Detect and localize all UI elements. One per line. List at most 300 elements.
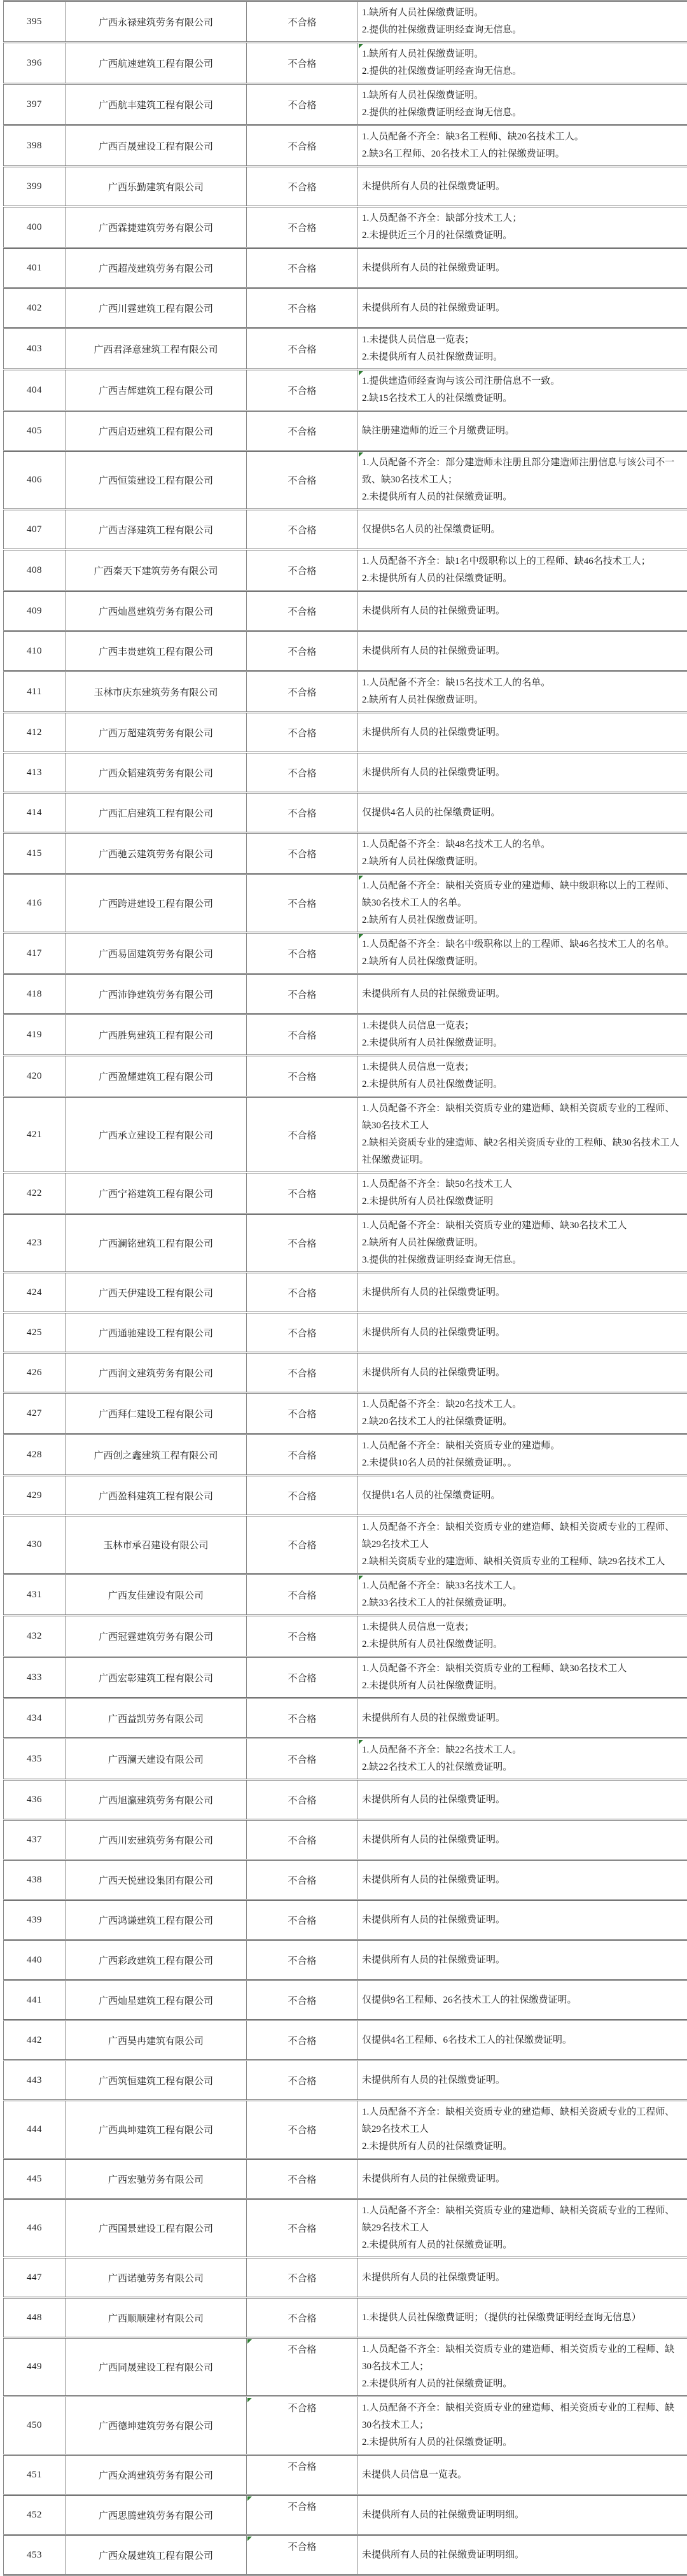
failure-reason-item: 未提供所有人员的社保缴费证明。 [362,2075,506,2085]
row-number: 399 [3,167,66,206]
company-name: 广西天悦建设集团有限公司 [66,1861,247,1899]
failure-reason-item: 2.未提供所有人员的社保缴费证明。 [362,492,513,502]
table-row [3,289,687,329]
failure-reason-item: 2.缺所有人员社保缴费证明。 [362,857,484,867]
failure-reason-item: 1.未提供人员信息一览表； [362,1062,475,1072]
row-number: 447 [3,2258,66,2297]
result-status: 不合格 [247,1699,358,1737]
result-status: 不合格 [247,510,358,549]
table-row [3,1273,687,1313]
company-name: 广西吉辉建筑工程有限公司 [66,370,247,410]
row-number: 417 [3,934,66,973]
table-row [3,713,687,753]
table-row [3,510,687,550]
failure-reason-item: 1.人员配备不齐全：缺相关资质专业的建造师、缺相关资质专业的工程师、缺29名技术工人 [362,2107,675,2134]
failure-reason-item: 未提供所有人员的社保缴费证明。 [362,1367,506,1378]
failure-reason-item: 2.缺相关资质专业的建造师、缺2名相关资质专业的工程师、缺30名技术工人社保缴费证明。 [362,1138,679,1165]
row-number: 445 [3,2160,66,2198]
table-row [3,1313,687,1354]
row-number: 442 [3,2021,66,2059]
failure-reason-item: 2.未提供近三个月的社保缴费证明。 [362,230,513,241]
row-number: 403 [3,329,66,368]
failure-reason-item: 仅提供9名工程师、26名技术工人的社保缴费证明。 [362,1994,577,2005]
table-row [3,370,687,412]
table-row [3,1098,687,1173]
result-status: 不合格 [247,412,358,450]
table-row [3,1739,687,1781]
failure-reason-item: 1.人员配备不齐全：缺部分技术工人； [362,213,522,223]
excel-error-marker-icon [359,452,363,457]
failure-reason-item: 仅提供5名人员的社保缴费证明。 [362,524,501,535]
table-row [3,2021,687,2061]
company-name: 广西天伊建设工程有限公司 [66,1273,247,1312]
failure-reasons [358,1015,687,1054]
company-name: 广西众鸿建筑劳务有限公司 [66,2456,247,2494]
company-name: 广西众晟建筑工程有限公司 [66,2536,247,2574]
table-row [3,412,687,452]
row-number: 415 [3,834,66,873]
failure-reason-item: 3.提供的社保缴费证明经查询无信息。 [362,1255,522,1265]
failure-reason-item: 未提供所有人员的社保缴费证明。 [362,181,506,192]
failure-reason-item: 未提供所有人员的社保缴费证明。 [362,1834,506,1845]
result-status: 不合格 [247,126,358,165]
failure-reasons [358,2339,687,2395]
row-number: 427 [3,1394,66,1433]
failure-reason-item: 未提供人员信息一览表。 [362,2469,468,2480]
failure-reason-item: 未提供所有人员的社保缴费证明。 [362,1712,506,1723]
failure-reason-item: 2.提供的社保缴费证明经查询无信息。 [362,66,522,76]
company-name: 玉林市庆东建筑劳务有限公司 [66,672,247,711]
table-row [3,1215,687,1273]
failure-reason-item: 2.未提供所有人员的社保缴费证明。 [362,2141,513,2152]
excel-error-marker-icon [359,876,363,880]
row-number: 413 [3,753,66,792]
result-status: 不合格 [247,713,358,752]
failure-reason-item: 1.人员配备不齐全：缺相关资质专业的建造师、缺30名技术工人 [362,1221,627,1231]
result-status: 不合格 [247,834,358,873]
excel-error-marker-icon [359,1576,363,1580]
failure-reason-item: 2.缺所有人员社保缴费证明。 [362,956,484,967]
table-row [3,632,687,672]
result-status: 不合格 [247,934,358,973]
excel-error-marker-icon [359,934,363,939]
failure-reasons [358,1313,687,1352]
row-number: 438 [3,1861,66,1899]
row-number: 407 [3,510,66,549]
table-row [3,1781,687,1821]
result-status: 不合格 [247,2496,358,2534]
failure-reason-item: 未提供所有人员的社保缴费证明。 [362,988,506,999]
failure-reason-item: 2.缺所有人员社保缴费证明。 [362,695,484,705]
failure-reason-item: 未提供所有人员的社保缴费证明。 [362,605,506,616]
table-row [3,1435,687,1476]
failure-reasons [358,875,687,932]
company-name: 广西昊冉建筑有限公司 [66,2021,247,2059]
company-name: 广西川宏建筑劳务有限公司 [66,1821,247,1859]
result-status: 不合格 [247,2456,358,2494]
failure-reason-item: 未提供所有人员的社保缴费证明明细。 [362,2549,525,2560]
failure-reason-item: 2.未提供所有人员社保缴费证明。 [362,352,503,362]
table-row [3,592,687,632]
failure-reason-item: 2.未提供所有人员社保缴费证明。 [362,1079,503,1089]
table-row [3,753,687,794]
row-number: 423 [3,1215,66,1271]
company-name: 广西德坤建筑劳务有限公司 [66,2397,247,2454]
row-number: 439 [3,1901,66,1939]
failure-reasons [358,329,687,368]
failure-reasons [358,2397,687,2454]
row-number: 406 [3,452,66,508]
table-row [3,2160,687,2200]
table-row [3,2397,687,2456]
table-row [3,1575,687,1616]
failure-reasons [358,1098,687,1172]
failure-reasons [358,2536,687,2574]
row-number: 433 [3,1658,66,1697]
row-number: 410 [3,632,66,670]
company-name: 广西盈科建筑工程有限公司 [66,1476,247,1515]
row-number: 398 [3,126,66,165]
failure-reason-item: 1.人员配备不齐全：缺3名工程师、缺20名技术工人。 [362,132,584,142]
failure-reasons [358,452,687,508]
company-name: 广西澜天建设有限公司 [66,1739,247,1779]
row-number: 431 [3,1575,66,1614]
failure-reasons [358,1273,687,1312]
table-row [3,2258,687,2299]
failure-reason-item: 未提供所有人员的社保缴费证明。 [362,1954,506,1965]
company-name: 广西秦天下建筑劳务有限公司 [66,550,247,590]
result-status: 不合格 [247,1215,358,1271]
row-number: 432 [3,1616,66,1656]
failure-reason-item: 未提供所有人员的社保缴费证明明细。 [362,2509,525,2520]
result-status: 不合格 [247,1394,358,1433]
result-status: 不合格 [247,1516,358,1573]
company-name: 广西旭瀛建筑劳务有限公司 [66,1781,247,1819]
failure-reason-item: 未提供所有人员的社保缴费证明。 [362,2272,506,2283]
failure-reasons [358,550,687,590]
failure-reason-item: 1.人员配备不齐全：缺20名技术工人。 [362,1399,522,1410]
failure-reasons [358,975,687,1013]
table-row [3,875,687,934]
table-row [3,2496,687,2536]
result-status: 不合格 [247,1056,358,1096]
row-number: 436 [3,1781,66,1819]
result-status: 不合格 [247,632,358,670]
failure-reasons [358,1821,687,1859]
table-row [3,975,687,1015]
company-name: 广西思腾建筑劳务有限公司 [66,2496,247,2534]
table-row [3,1658,687,1699]
excel-error-marker-icon [359,371,363,375]
failure-reasons [358,672,687,711]
result-status: 不合格 [247,1941,358,1979]
result-status: 不合格 [247,85,358,124]
failure-reasons [358,713,687,752]
company-name: 广西恒策建设工程有限公司 [66,452,247,508]
failure-reason-item: 未提供所有人员的社保缴费证明。 [362,727,506,738]
company-name: 广西君泽意建筑工程有限公司 [66,329,247,368]
result-status: 不合格 [247,672,358,711]
row-number: 448 [3,2299,66,2337]
row-number: 414 [3,794,66,832]
table-row [3,794,687,834]
table-row [3,1616,687,1658]
failure-reason-item: 1.缺所有人员社保缴费证明。 [362,49,484,59]
result-status: 不合格 [247,1354,358,1392]
inspection-results-table [3,0,687,2576]
company-name: 广西汇启建筑工程有限公司 [66,794,247,832]
failure-reasons [358,2496,687,2534]
row-number: 404 [3,370,66,410]
result-status: 不合格 [247,1658,358,1697]
result-status: 不合格 [247,1901,358,1939]
result-status: 不合格 [247,1173,358,1213]
failure-reason-item: 未提供所有人员的社保缴费证明。 [362,645,506,656]
failure-reasons [358,1861,687,1899]
table-row [3,1821,687,1861]
result-status: 不合格 [247,1821,358,1859]
failure-reason-item: 1.缺所有人员社保缴费证明。 [362,8,484,18]
row-number: 450 [3,2397,66,2454]
result-status: 不合格 [247,452,358,508]
result-status: 不合格 [247,167,358,206]
company-name: 广西诺驰劳务有限公司 [66,2258,247,2297]
company-name: 广西航速建筑工程有限公司 [66,43,247,83]
result-status: 不合格 [247,249,358,287]
table-row [3,85,687,126]
company-name: 广西润文建筑劳务有限公司 [66,1354,247,1392]
failure-reasons [358,592,687,630]
company-name: 广西通驰建设工程有限公司 [66,1313,247,1352]
failure-reasons [358,2258,687,2297]
company-name: 广西百晟建设工程有限公司 [66,126,247,165]
company-name: 广西灿星建筑工程有限公司 [66,1981,247,2019]
company-name: 广西沛铮建筑劳务有限公司 [66,975,247,1013]
failure-reasons [358,510,687,549]
table-row [3,1901,687,1941]
table-row [3,1981,687,2021]
failure-reason-item: 未提供所有人员的社保缴费证明。 [362,1794,506,1805]
failure-reason-item: 1.人员配备不齐全：缺48名技术工人的名单。 [362,839,551,850]
result-status: 不合格 [247,1781,358,1819]
table-row [3,2339,687,2397]
failure-reason-item: 2.提供的社保缴费证明经查询无信息。 [362,108,522,118]
company-name: 广西澜铭建筑工程有限公司 [66,1215,247,1271]
result-status: 不合格 [247,1575,358,1614]
company-name: 广西国景建设工程有限公司 [66,2200,247,2257]
company-name: 广西众韬建筑劳务有限公司 [66,753,247,792]
failure-reasons [358,2061,687,2099]
row-number: 422 [3,1173,66,1213]
failure-reason-item: 1.缺所有人员社保缴费证明。 [362,90,484,101]
company-name: 广西霖捷建筑劳务有限公司 [66,207,247,247]
row-number: 396 [3,43,66,83]
excel-error-marker-icon [247,2537,252,2541]
failure-reasons [358,753,687,792]
excel-error-marker-icon [359,1740,363,1744]
failure-reason-item: 1.人员配备不齐全：缺相关资质专业的建造师、缺相关资质专业的工程师、缺29名技术工人 [362,2206,675,2233]
table-row [3,1699,687,1739]
result-status: 不合格 [247,2339,358,2395]
failure-reason-item: 2.未提供10名人员的社保缴费证明。。 [362,1458,517,1468]
table-row [3,1354,687,1394]
result-status: 不合格 [247,2397,358,2454]
failure-reason-item: 未提供所有人员的社保缴费证明。 [362,1287,506,1298]
failure-reasons [358,834,687,873]
row-number: 397 [3,85,66,124]
table-row [3,452,687,510]
company-name: 广西顺顺建材有限公司 [66,2299,247,2337]
row-number: 449 [3,2339,66,2395]
row-number: 411 [3,672,66,711]
failure-reason-item: 2.缺22名技术工人的社保缴费证明。 [362,1762,513,1772]
failure-reasons [358,1981,687,2019]
failure-reason-item: 1.未提供人员信息一览表； [362,1622,475,1632]
table-row [3,672,687,713]
company-name: 广西宁裕建筑工程有限公司 [66,1173,247,1213]
failure-reason-item: 仅提供4名人员的社保缴费证明。 [362,807,501,818]
table-row [3,2456,687,2496]
row-number: 453 [3,2536,66,2574]
company-name: 广西胜隽建筑工程有限公司 [66,1015,247,1054]
failure-reasons [358,1476,687,1515]
company-name: 广西丰贵建筑工程有限公司 [66,632,247,670]
failure-reasons [358,43,687,83]
failure-reasons [358,2160,687,2198]
company-name: 广西彩政建筑工程有限公司 [66,1941,247,1979]
result-status: 不合格 [247,1616,358,1656]
row-number: 408 [3,550,66,590]
failure-reason-item: 2.未提供所有人员的社保缴费证明。 [362,2240,513,2250]
table-row [3,1015,687,1056]
row-number: 412 [3,713,66,752]
failure-reason-item: 1.人员配备不齐全：缺1名中级职称以上的工程师、缺46名技术工人； [362,556,651,566]
failure-reasons [358,1394,687,1433]
failure-reason-item: 缺注册建造师的近三个月缴费证明。 [362,425,515,436]
failure-reason-item: 1.未提供人员信息一览表； [362,1021,475,1031]
failure-reasons [358,1575,687,1614]
table-row [3,2299,687,2339]
table-row [3,1861,687,1901]
failure-reason-item: 未提供所有人员的社保缴费证明。 [362,767,506,778]
company-name: 广西灿邕建筑劳务有限公司 [66,592,247,630]
failure-reason-item: 1.人员配备不齐全：缺相关资质专业的建造师、相关资质专业的工程师、缺30名技术工人； [362,2344,675,2372]
row-number: 426 [3,1354,66,1392]
result-status: 不合格 [247,1313,358,1352]
failure-reasons [358,1739,687,1779]
row-number: 418 [3,975,66,1013]
failure-reason-item: 未提供所有人员的社保缴费证明。 [362,1874,506,1885]
company-name: 广西友佳建设有限公司 [66,1575,247,1614]
failure-reason-item: 2.缺所有人员社保缴费证明。 [362,1238,484,1248]
row-number: 416 [3,875,66,932]
result-status: 不合格 [247,975,358,1013]
result-status: 不合格 [247,1098,358,1172]
company-name: 广西驰云建筑劳务有限公司 [66,834,247,873]
result-status: 不合格 [247,1435,358,1474]
table-row [3,834,687,875]
row-number: 424 [3,1273,66,1312]
failure-reason-item: 未提供所有人员的社保缴费证明。 [362,2173,506,2184]
failure-reason-item: 未提供所有人员的社保缴费证明。 [362,1327,506,1338]
row-number: 440 [3,1941,66,1979]
failure-reason-item: 1.未提供人员信息一览表； [362,335,475,345]
company-name: 广西冠霆建筑劳务有限公司 [66,1616,247,1656]
failure-reasons [358,126,687,165]
result-status: 不合格 [247,1739,358,1779]
failure-reason-item: 仅提供4名工程师、6名技术工人的社保缴费证明。 [362,2034,572,2045]
failure-reason-item: 1.人员配备不齐全：缺名中级职称以上的工程师、缺46名技术工人的名单。 [362,939,675,949]
failure-reason-item: 2.缺3名工程师、20名技术工人的社保缴费证明。 [362,149,565,159]
failure-reasons [358,1056,687,1096]
company-name: 广西宏彰建筑工程有限公司 [66,1658,247,1697]
excel-error-marker-icon [247,2398,252,2402]
result-status: 不合格 [247,2536,358,2574]
failure-reasons [358,1699,687,1737]
result-status: 不合格 [247,1476,358,1515]
failure-reason-item: 1.人员配备不齐全：缺22名技术工人。 [362,1745,522,1755]
excel-error-marker-icon [247,2496,252,2501]
result-status: 不合格 [247,2160,358,2198]
failure-reason-item: 1.人员配备不齐全：缺33名技术工人。 [362,1581,522,1591]
failure-reasons [358,1435,687,1474]
row-number: 401 [3,249,66,287]
failure-reason-item: 未提供所有人员的社保缴费证明。 [362,1914,506,1925]
result-status: 不合格 [247,1273,358,1312]
result-status: 不合格 [247,1981,358,2019]
company-name: 广西同晟建设工程有限公司 [66,2339,247,2395]
failure-reason-item: 2.缺相关资质专业的建造师、缺相关资质专业的工程师、缺29名技术工人 [362,1557,665,1567]
row-number: 400 [3,207,66,247]
failure-reason-item: 仅提供1名人员的社保缴费证明。 [362,1490,501,1501]
failure-reason-item: 1.未提供人员社保缴费证明；（提供的社保缴费证明经查询无信息） [362,2312,641,2323]
result-status: 不合格 [247,794,358,832]
company-name: 广西川霆建筑工程有限公司 [66,289,247,327]
failure-reasons [358,2,687,41]
row-number: 428 [3,1435,66,1474]
failure-reasons [358,1354,687,1392]
result-status: 不合格 [247,329,358,368]
row-number: 395 [3,2,66,41]
failure-reasons [358,632,687,670]
failure-reasons [358,289,687,327]
failure-reasons [358,2456,687,2494]
table-row [3,2101,687,2160]
company-name: 广西典坤建筑工程有限公司 [66,2101,247,2158]
row-number: 402 [3,289,66,327]
row-number: 451 [3,2456,66,2494]
company-name: 广西盈耀建筑工程有限公司 [66,1056,247,1096]
company-name: 广西万超建筑劳务有限公司 [66,713,247,752]
table-row [3,126,687,167]
row-number: 425 [3,1313,66,1352]
failure-reason-item: 1.人员配备不齐全：缺相关资质专业的建造师、缺相关资质专业的工程师、缺29名技术工人 [362,1522,675,1550]
failure-reasons [358,1941,687,1979]
company-name: 广西超茂建筑劳务有限公司 [66,249,247,287]
row-number: 421 [3,1098,66,1172]
result-status: 不合格 [247,370,358,410]
company-name: 广西益凯劳务有限公司 [66,1699,247,1737]
failure-reasons [358,85,687,124]
table-row [3,1394,687,1435]
failure-reasons [358,1901,687,1939]
failure-reasons [358,1616,687,1656]
row-number: 430 [3,1516,66,1573]
result-status: 不合格 [247,592,358,630]
failure-reason-item: 1.人员配备不齐全：缺相关资质专业的建造师、相关资质专业的工程师、缺30名技术工人； [362,2403,675,2430]
table-row [3,1173,687,1215]
row-number: 437 [3,1821,66,1859]
